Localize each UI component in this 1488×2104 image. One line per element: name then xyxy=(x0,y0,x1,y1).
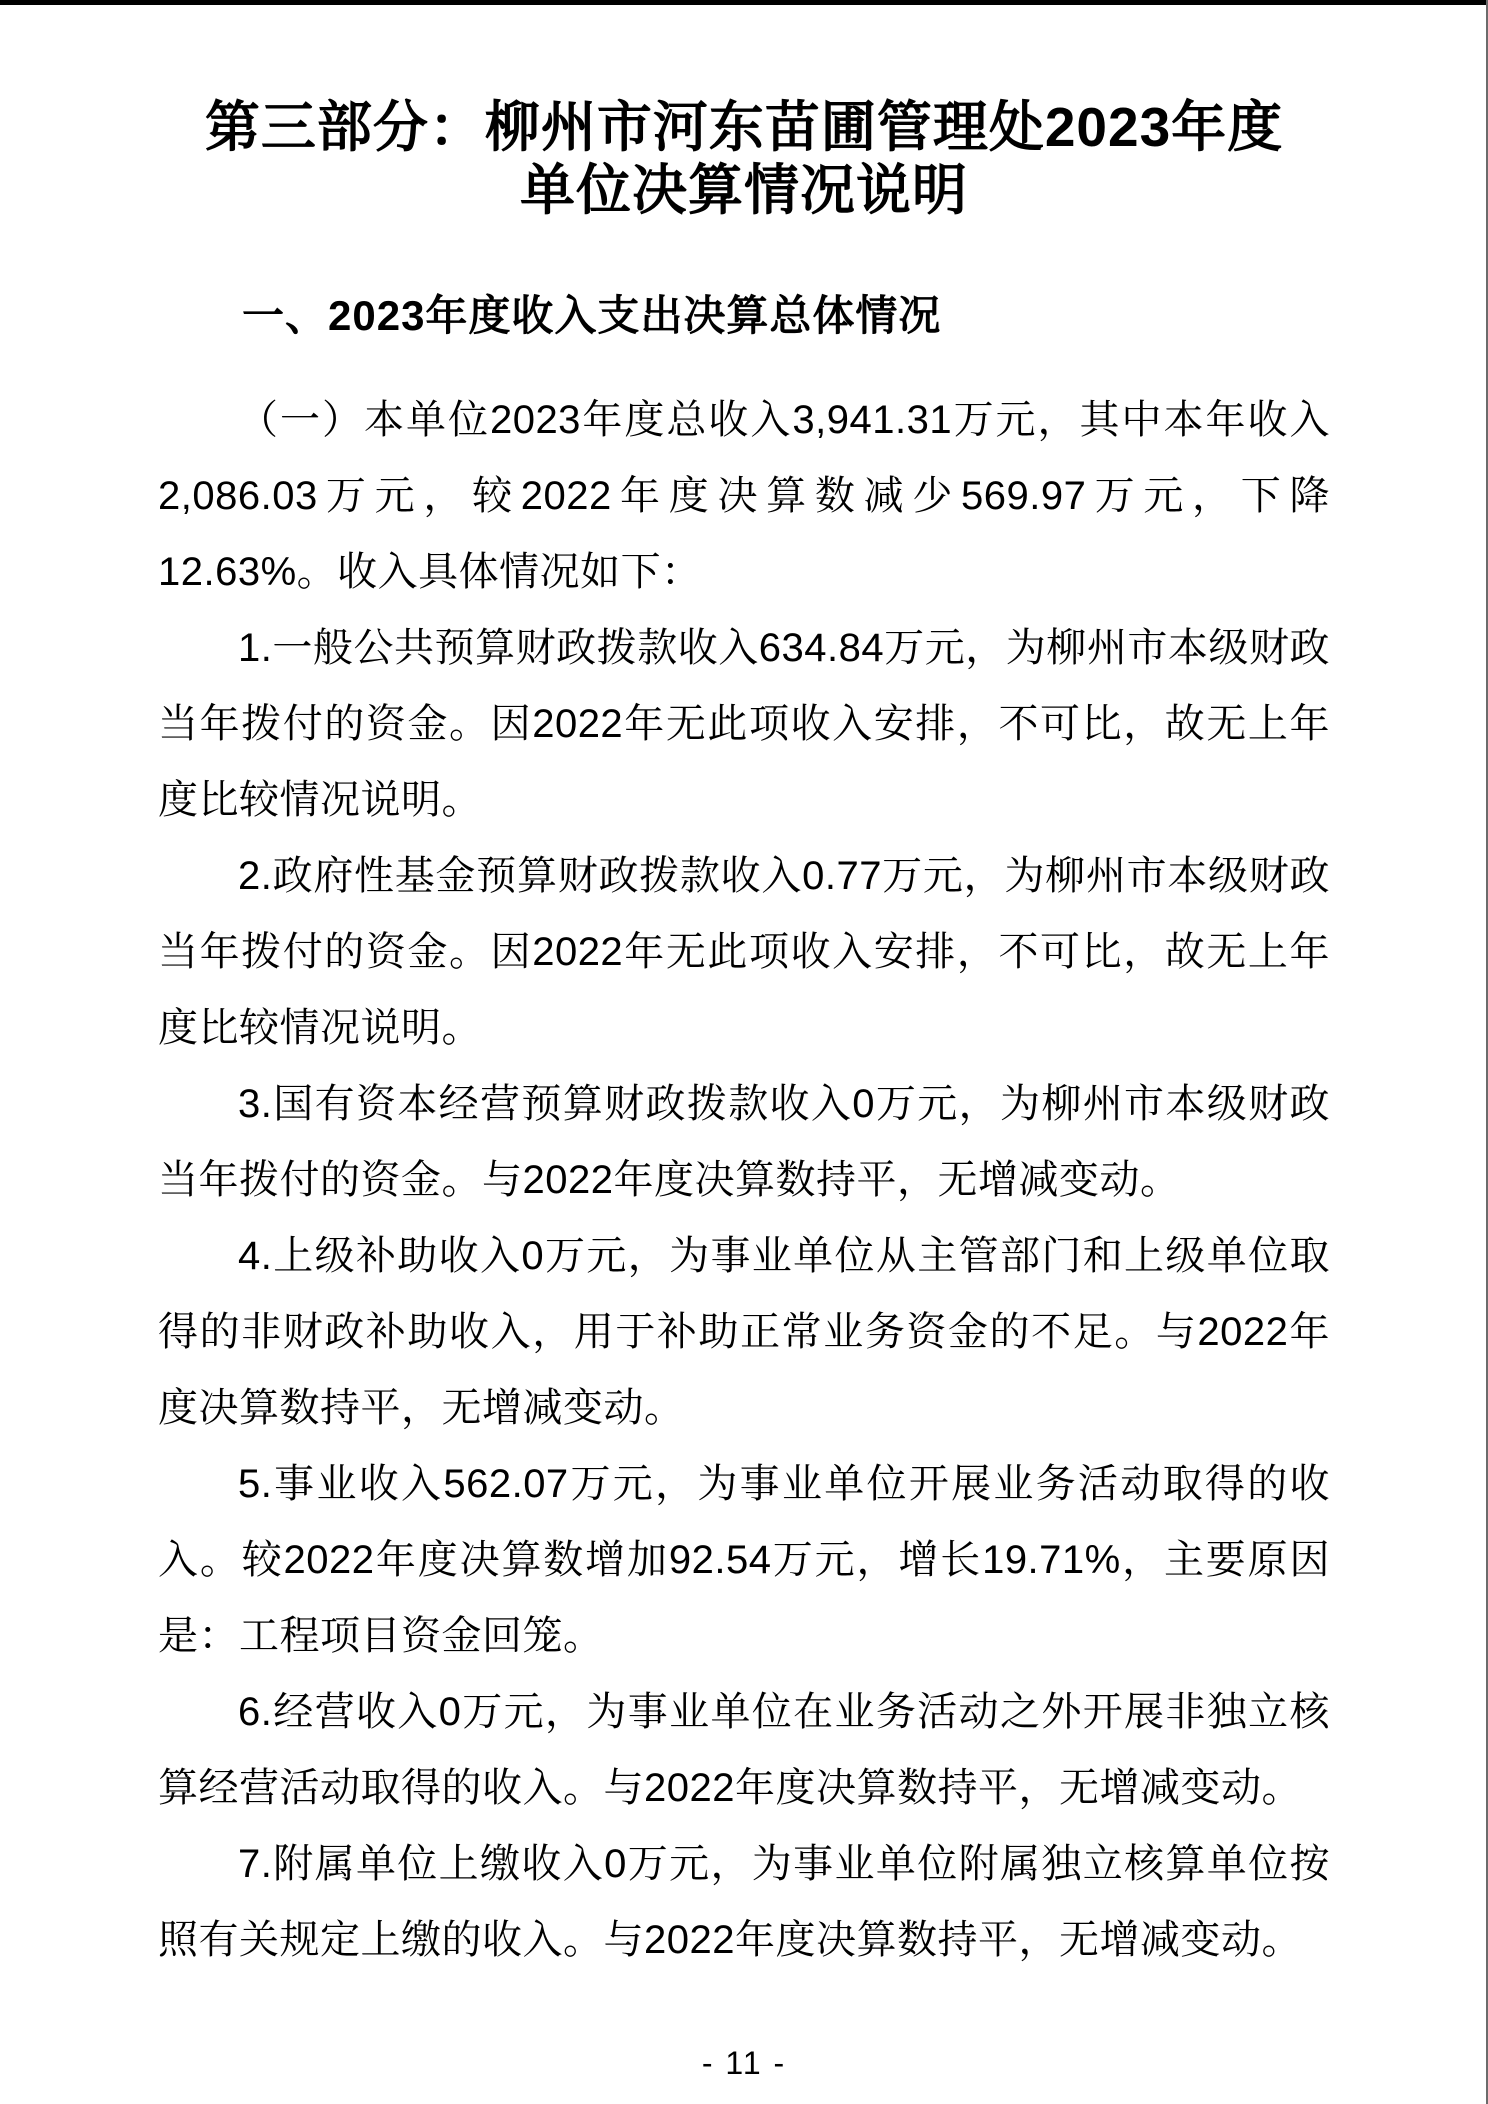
document-title-line-1: 第三部分：柳州市河东苗圃管理处2023年度 xyxy=(204,96,1284,158)
paragraph-item-2-government-fund-budget: 2.政府性基金预算财政拨款收入0.77万元，为柳州市本级财政当年拨付的资金。因2022年无此项收入安排，不可比，故无上年度比较情况说明。 xyxy=(158,854,1330,1050)
scan-edge-top xyxy=(0,0,1488,5)
paragraph-item-4-superior-subsidy-income: 4.上级补助收入0万元，为事业单位从主管部门和上级单位取得的非财政补助收入，用于补助正常业务资金的不足。与2022年度决算数持平，无增减变动。 xyxy=(158,1234,1330,1430)
paragraph-item-3-state-capital-budget: 3.国有资本经营预算财政拨款收入0万元，为柳州市本级财政当年拨付的资金。与2022年度决算数持平，无增减变动。 xyxy=(158,1082,1330,1202)
section-heading-overview: 一、2023年度收入支出决算总体情况 xyxy=(242,292,942,339)
document-content xyxy=(0,96,1488,1978)
document-body xyxy=(158,382,1330,1978)
paragraph-item-5-business-income: 5.事业收入562.07万元，为事业单位开展业务活动取得的收入。较2022年度决算数增加92.54万元，增长19.71%，主要原因是：工程项目资金回笼。 xyxy=(158,1462,1330,1658)
paragraph-total-revenue-summary: （一）本单位2023年度总收入3,941.31万元，其中本年收入2,086.03万元，较2022年度决算数减少569.97万元，下降12.63%。收入具体情况如下： xyxy=(158,398,1330,594)
document-title-line-2: 单位决算情况说明 xyxy=(519,159,968,221)
page-number: - 11 - xyxy=(701,2045,787,2081)
document-title xyxy=(158,96,1330,222)
paragraph-item-7-affiliated-unit-income: 7.附属单位上缴收入0万元，为事业单位附属独立核算单位按照有关规定上缴的收入。与2022年度决算数持平，无增减变动。 xyxy=(158,1842,1330,1962)
paragraph-item-6-operating-income: 6.经营收入0万元，为事业单位在业务活动之外开展非独立核算经营活动取得的收入。与2022年度决算数持平，无增减变动。 xyxy=(158,1690,1330,1810)
paragraph-item-1-general-public-budget: 1.一般公共预算财政拨款收入634.84万元，为柳州市本级财政当年拨付的资金。因2022年无此项收入安排，不可比，故无上年度比较情况说明。 xyxy=(158,626,1330,822)
